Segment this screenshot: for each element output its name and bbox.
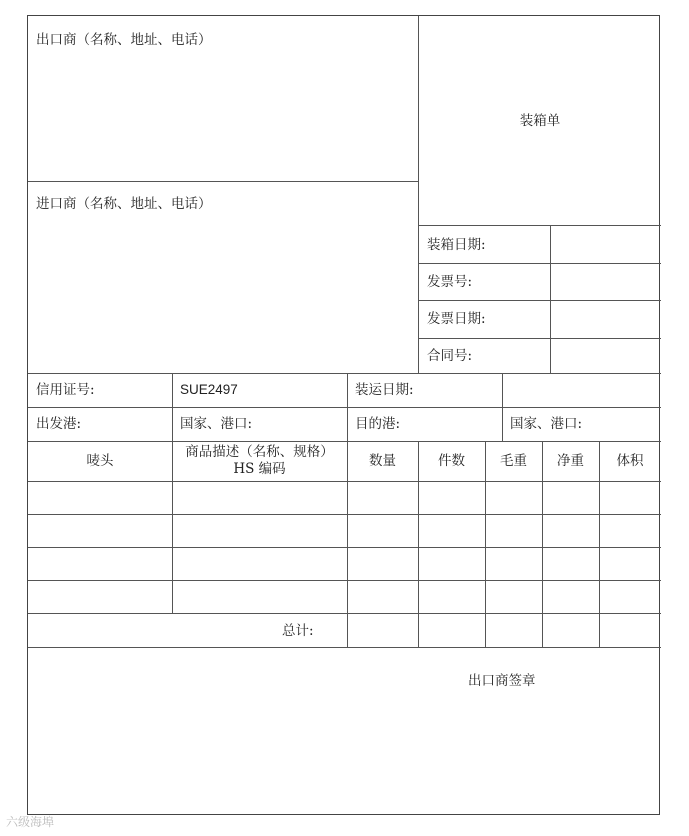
divider-column-header xyxy=(28,481,661,482)
column-net-weight: 净重 xyxy=(557,453,584,469)
divider-lc-3 xyxy=(502,373,503,441)
destination-port-label: 目的港: xyxy=(355,416,401,432)
contract-no-label: 合同号: xyxy=(427,348,473,364)
total-label: 总计: xyxy=(282,623,314,639)
importer-label: 进口商（名称、地址、电话） xyxy=(36,196,212,212)
divider-row-4 xyxy=(28,613,661,614)
invoice-no-label: 发票号: xyxy=(427,274,473,290)
divider-title-meta xyxy=(419,225,661,226)
column-marks: 唛头 xyxy=(86,453,114,469)
form-title: 装箱单 xyxy=(519,113,561,129)
signature-label: 出口商签章 xyxy=(468,673,536,689)
invoice-date-label: 发票日期: xyxy=(427,311,486,327)
column-quantity: 数量 xyxy=(369,453,396,469)
divider-lc-row xyxy=(28,407,661,408)
departure-country-label: 国家、港口: xyxy=(180,416,253,432)
lc-value: SUE2497 xyxy=(180,382,238,397)
divider-meta-value xyxy=(550,225,551,373)
divider-header-block xyxy=(28,373,661,374)
column-packages: 件数 xyxy=(438,453,465,469)
shipment-date-label: 装运日期: xyxy=(355,382,414,398)
lc-label: 信用证号: xyxy=(36,382,95,398)
divider-port-row xyxy=(28,441,661,442)
packing-list-form xyxy=(27,15,660,815)
divider-col-pkgs xyxy=(485,441,486,647)
divider-lc-1 xyxy=(172,373,173,441)
watermark: 六级海埠 xyxy=(6,815,55,829)
divider-lc-2 xyxy=(347,373,348,441)
divider-meta-2 xyxy=(419,300,661,301)
divider-col-desc xyxy=(347,441,348,647)
divider-total-row xyxy=(28,647,661,648)
column-hs-code: HS 编码 xyxy=(233,461,286,477)
column-gross-weight: 毛重 xyxy=(500,453,527,469)
column-volume: 体积 xyxy=(616,453,644,469)
divider-row-3 xyxy=(28,580,661,581)
divider-exporter-importer xyxy=(28,181,419,182)
packing-date-label: 装箱日期: xyxy=(427,237,486,253)
exporter-label: 出口商（名称、地址、电话） xyxy=(36,32,212,48)
departure-port-label: 出发港: xyxy=(36,416,82,432)
divider-meta-1 xyxy=(419,263,661,264)
divider-col-net xyxy=(599,441,600,647)
column-description: 商品描述（名称、规格） xyxy=(185,444,334,460)
divider-row-1 xyxy=(28,514,661,515)
divider-col-qty xyxy=(418,441,419,647)
destination-country-label: 国家、港口: xyxy=(510,416,583,432)
divider-meta-3 xyxy=(419,338,661,339)
divider-top-split xyxy=(418,16,419,373)
divider-col-gross xyxy=(542,441,543,647)
divider-row-2 xyxy=(28,547,661,548)
